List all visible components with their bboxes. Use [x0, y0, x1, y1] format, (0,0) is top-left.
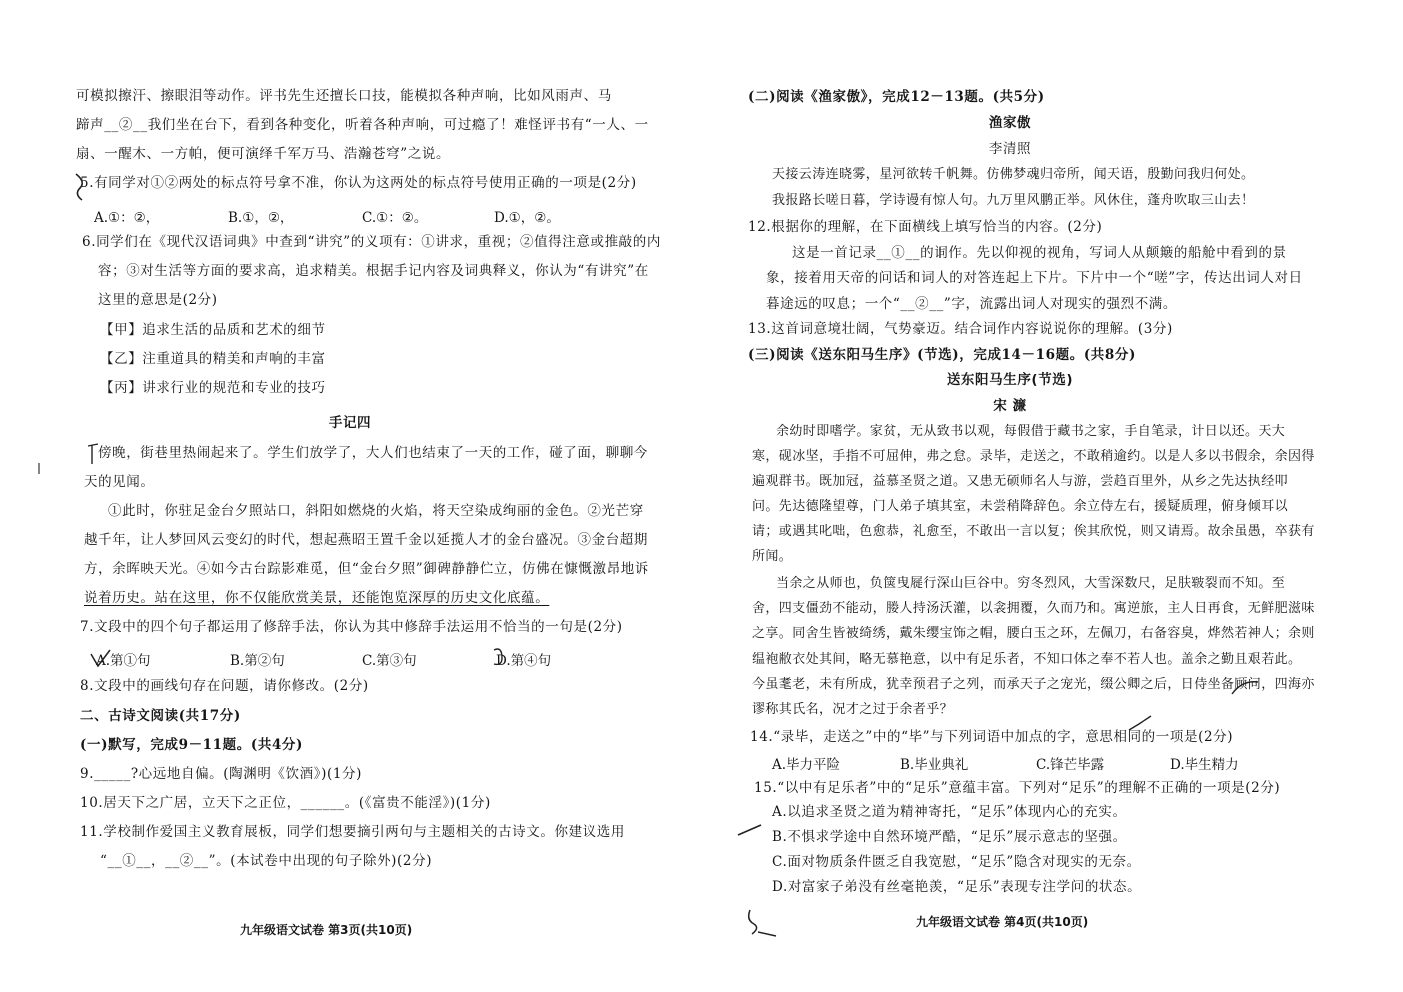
q14-option-c: C.锋芒毕露 [1036, 757, 1105, 773]
underlined-sentence: 说着历史。站在这里，你不仅能欣赏美景，还能饱览深厚的历史文化底蕴。 [84, 590, 550, 606]
essay-line: 谬称其氏名，况才之过于余者乎？ [752, 702, 954, 717]
q5-option-d: D.①，②。 [494, 210, 560, 226]
text-line: 这里的意思是(2分) [98, 292, 218, 308]
q15-option-c: C.面对物质条件匮乏自我宽慰，“足乐”隐含对现实的无奈。 [772, 854, 1141, 870]
pen-mark [84, 440, 104, 470]
section-2-heading: 二、古诗文阅读(共17分) [80, 708, 241, 724]
essay-line: 请；或遇其叱咄，色愈恭，礼愈至，不敢出一言以复；俟其欣悦，则又请焉。故余虽愚，卒获有 [752, 524, 1315, 539]
essay-author: 宋 濂 [993, 398, 1027, 414]
q5-option-c: C.①：②。 [362, 210, 428, 226]
left-page [0, 0, 700, 992]
question-11: 11.学校制作爱国主义教育展板，同学们想要摘引两句与主题相关的古诗文。你建议选用 [80, 824, 625, 840]
text-line: 天的见闻。 [84, 474, 155, 490]
notes4-title: 手记四 [328, 415, 372, 431]
essay-line: 余幼时即嗜学。家贫，无从致书以观，每假借于藏书之家，手自笔录，计日以还。天大 [776, 424, 1286, 439]
question-14: 14.“录毕，走送之”中的“毕”与下列词语中加点的字，意思相同的一项是(2分) [750, 729, 1234, 745]
essay-line: 遍观群书。既加冠，益慕圣贤之道。又患无硕师名人与游，尝趋百里外，从乡之先达执经叩 [752, 474, 1289, 489]
pen-mark [736, 822, 764, 838]
q15-option-d: D.对富家子弟没有丝毫艳羡，“足乐”表现专注学问的状态。 [772, 879, 1142, 895]
pen-mark [490, 644, 510, 670]
option-jia: 【甲】追求生活的品质和艺术的细节 [100, 322, 326, 338]
check-mark [88, 646, 114, 670]
essay-line: 今虽耄老，未有所成，犹幸预君子之列，而承天子之宠光，缀公卿之后，日侍坐备顾问，四海亦 [752, 677, 1315, 692]
question-8: 8.文段中的画线句存在问题，请你修改。(2分) [80, 678, 369, 694]
q14-option-b: B.毕业典礼 [900, 757, 969, 773]
q5-option-b: B.①，②， [228, 210, 294, 226]
essay-line: 舍，四支僵劲不能动，媵人持汤沃灌，以衾拥覆，久而乃和。寓逆旅，主人日再食，无鲜肥滋味 [752, 601, 1315, 616]
q7-option-c: C.第③句 [362, 653, 417, 669]
pen-mark [1230, 676, 1260, 700]
q7-option-b: B.第②句 [230, 653, 285, 669]
poem-line: 我报路长嗟日暮，学诗谩有惊人句。九万里风鹏正举。风休住，蓬舟吹取三山去！ [772, 193, 1255, 208]
subsection-3-heading: (三)阅读《送东阳马生序》(节选)，完成14－16题。(共8分) [748, 347, 1136, 363]
pen-mark [1125, 712, 1155, 734]
question-7: 7.文段中的四个句子都运用了修辞手法，你认为其中修辞手法运用不恰当的一句是(2分) [80, 619, 623, 635]
question-10: 10.居天下之广居，立天下之正位，______。(《富贵不能淫》)(1分) [80, 795, 491, 811]
q7-option-d: D.第④句 [496, 653, 552, 669]
essay-line: 缊袍敝衣处其间，略无慕艳意，以中有足乐者，不知口体之奉不若人也。盖余之勤且艰若此。 [752, 652, 1302, 667]
q5-option-a: A.①：②， [94, 210, 160, 226]
question-6: 6.同学们在《现代汉语词典》中查到“讲究”的义项有：①讲求，重视；②值得注意或推敲的内 [82, 234, 661, 250]
essay-line: 问。先达德隆望尊，门人弟子填其室，未尝稍降辞色。余立侍左右，援疑质理，俯身倾耳以 [752, 499, 1289, 514]
question-12: 12.根据你的理解，在下面横线上填写恰当的内容。(2分) [748, 219, 1103, 235]
question-5: 5.有同学对①②两处的标点符号拿不准，你认为这两处的标点符号使用正确的一项是(2分) [80, 175, 637, 191]
text-line: 蹄声__②__我们坐在台下，看到各种变化，听着各种声响，可过瘾了！难怪评书有“一人、一 [76, 117, 649, 133]
text-line: 容；③对生活等方面的要求高，追求精美。根据手记内容及词典释义，你认为“有讲究”在 [98, 263, 649, 279]
option-bing: 【丙】讲求行业的规范和专业的技巧 [100, 380, 326, 396]
q15-option-a: A.以追求圣贤之道为精神寄托，“足乐”体现内心的充实。 [772, 804, 1127, 820]
poem-title: 渔家傲 [988, 115, 1032, 131]
question-9: 9._____?心远地自偏。(陶渊明《饮酒》)(1分) [80, 766, 362, 782]
text-line: 暮途远的叹息；一个“__②__”字，流露出词人对现实的强烈不满。 [766, 296, 1178, 312]
text-line: 这是一首记录__①__的词作。先以仰视的视角，写词人从颠簸的船舱中看到的景 [792, 245, 1287, 261]
question-13: 13.这首词意境壮阔，气势豪迈。结合词作内容说说你的理解。(3分) [748, 321, 1173, 337]
pen-mark [36, 462, 42, 476]
subsection-2-heading: (二)阅读《渔家傲》，完成12－13题。(共5分) [748, 89, 1045, 105]
option-yi: 【乙】注重道具的精美和声响的丰富 [100, 351, 326, 367]
text-line: 扇、一醒木、一方帕，便可演绎千军万马、浩瀚苍穹”之说。 [76, 146, 451, 162]
right-page [700, 0, 1403, 992]
text-line: 可模拟擦汗、擦眼泪等动作。评书先生还擅长口技，能模拟各种声响，比如风雨声、马 [76, 88, 612, 104]
q14-option-d: D.毕生精力 [1170, 757, 1239, 773]
essay-line: 当余之从师也，负箧曳屣行深山巨谷中。穷冬烈风，大雪深数尺，足肤皲裂而不知。至 [776, 576, 1286, 591]
text-line: 傍晚，街巷里热闹起来了。学生们放学了，大人们也结束了一天的工作，碰了面，聊聊今 [98, 445, 648, 461]
essay-line: 所闻。 [752, 549, 793, 564]
pen-mark [70, 170, 94, 204]
text-line: 象，接着用天帝的问话和词人的对答连起上下片。下片中一个“嗟”字，传达出词人对日 [766, 270, 1303, 286]
text-line: 越千年，让人梦回风云变幻的时代，想起燕昭王置千金以延揽人才的金台盛况。③金台超期 [84, 532, 648, 548]
essay-line: 之享。同舍生皆被绮绣，戴朱缨宝饰之帽，腰白玉之环，左佩刀，右备容臭，烨然若神人；余则 [752, 626, 1315, 641]
text-line: ①此时，你驻足金台夕照站口，斜阳如燃烧的火焰，将天空染成绚丽的金色。②光芒穿 [108, 503, 644, 519]
q15-option-b: B.不惧求学途中自然环境严酷，“足乐”展示意志的坚强。 [772, 829, 1127, 845]
page-footer: 九年级语文试卷 第3页(共10页) [240, 923, 413, 937]
subsection-1-heading: (一)默写，完成9－11题。(共4分) [80, 737, 304, 753]
essay-title: 送东阳马生序(节选) [946, 372, 1074, 388]
question-15: 15.“以中有足乐者”中的“足乐”意蕴丰富。下列对“足乐”的理解不正确的一项是(2分) [754, 780, 1281, 796]
essay-line: 寒，砚冰坚，手指不可屈伸，弗之怠。录毕，走送之，不敢稍逾约。以是人多以书假余，余因得 [752, 449, 1315, 464]
poem-line: 天接云涛连晓雾，星河欲转千帆舞。仿佛梦魂归帝所，闻天语，殷勤问我归何处。 [772, 167, 1255, 182]
q7-option-a: A.第①句 [96, 653, 151, 669]
text-line: 方，余晖映天光。④如今古台踪影难觅，但“金台夕照”御碑静静伫立，仿佛在慷慨激昂地诉 [84, 561, 649, 577]
pen-mark [744, 906, 780, 940]
poem-author: 李清照 [988, 141, 1032, 157]
q14-option-a: A.毕力平险 [772, 757, 841, 773]
page-footer: 九年级语文试卷 第4页(共10页) [916, 915, 1089, 929]
pen-mark [934, 246, 946, 260]
question-11-blanks: “__①__，__②__”。(本试卷中出现的句子除外)(2分) [100, 853, 433, 869]
